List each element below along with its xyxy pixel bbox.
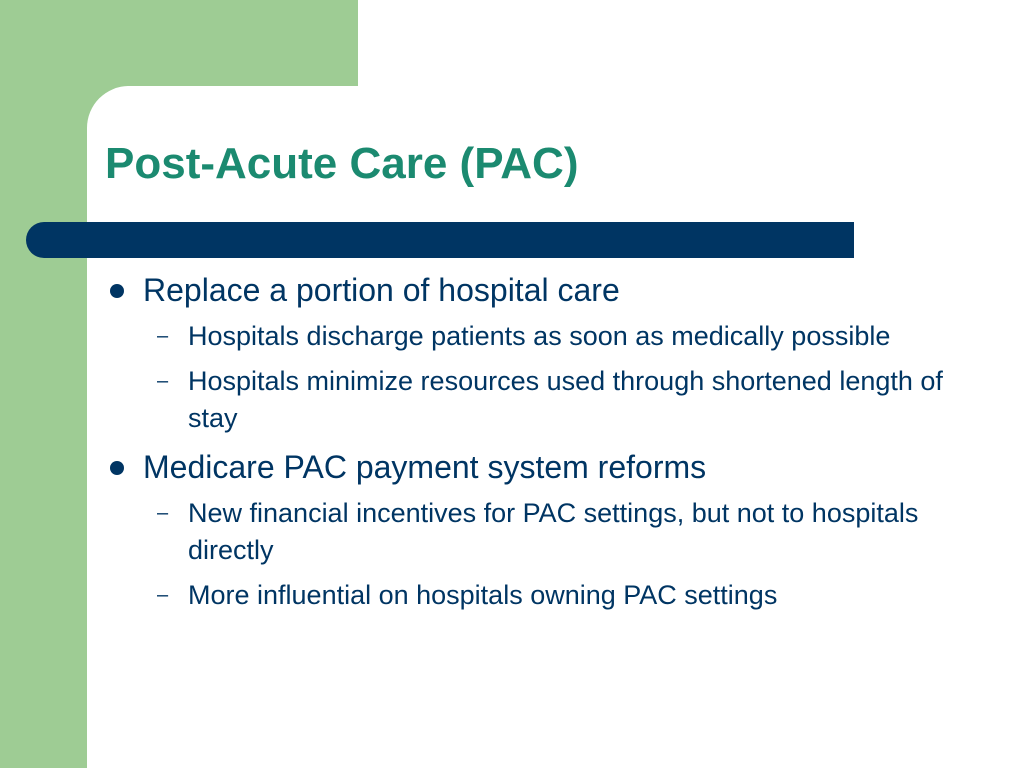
bullet-item (105, 270, 965, 310)
dash-icon: – (157, 584, 169, 606)
slide-body (105, 270, 965, 614)
sub-bullet-item (105, 318, 965, 355)
sub-bullet-item (105, 577, 965, 614)
sub-bullet-text: New financial incentives for PAC settings, but not to hospitals directly (188, 498, 919, 565)
sub-bullet-item (105, 363, 965, 437)
sub-bullet-item (105, 495, 965, 569)
bullet-text: Replace a portion of hospital care (143, 272, 620, 308)
sub-bullet-text: Hospitals minimize resources used through shortened length of stay (188, 366, 943, 433)
slide-title: Post-Acute Care (PAC) (105, 139, 579, 188)
bullet-dot-icon (110, 284, 124, 298)
dash-icon: – (157, 502, 169, 524)
bullet-item (105, 447, 965, 487)
sub-bullet-text: Hospitals discharge patients as soon as medically possible (188, 321, 891, 351)
dash-icon: – (157, 325, 169, 347)
bullet-dot-icon (110, 461, 124, 475)
sub-bullet-text: More influential on hospitals owning PAC settings (188, 580, 778, 610)
decorative-left-strip (0, 0, 87, 768)
bullet-text: Medicare PAC payment system reforms (143, 449, 707, 485)
dash-icon: – (157, 370, 169, 392)
title-underline-bar (26, 222, 854, 258)
